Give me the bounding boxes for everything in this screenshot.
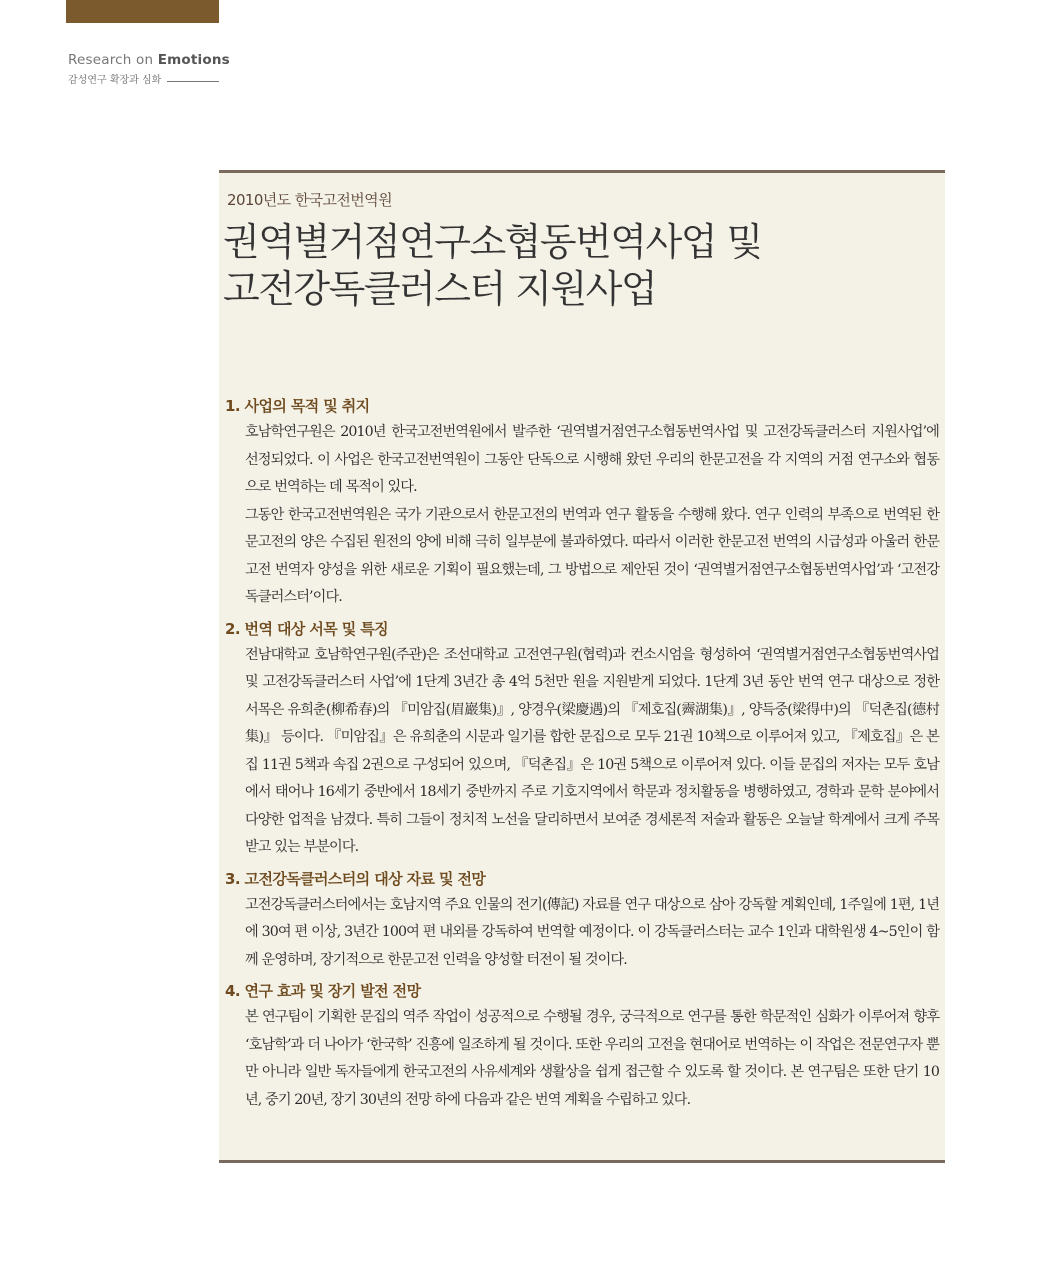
article-title [223,219,762,313]
running-head [68,52,230,86]
running-head-subtitle-row [68,71,219,86]
section-translation-targets [225,618,939,862]
running-head-emphasis: Emotions [157,52,230,68]
article-panel [219,170,945,1163]
article-body [225,395,939,1120]
article-title-line2: 고전강독클러스터 지원사업 [223,267,657,311]
running-head-subtitle: 감성연구 확장과 심화 [68,75,162,86]
article-title-line1: 권역별거점연구소협동번역사업 및 [223,220,762,264]
section-heading: 2. 번역 대상 서목 및 특징 [225,619,389,638]
paragraph: 호남학연구원은 2010년 한국고전번역원에서 발주한 ‘권역별거점연구소협동번역사업 및 고전강독클러스터 지원사업’에 선정되었다. 이 사업은 한국고전번역원이 그동안 단독으로 시행해 왔던 우리의 한문고전을 각 지역의 거점 연구소와 협동으로 번역하는 데 목적이 있다. [245,424,939,495]
section-reading-cluster [225,868,939,975]
running-head-prefix: Research on [68,52,158,68]
paragraph: 그동안 한국고전번역원은 국가 기관으로서 한문고전의 번역과 연구 활동을 수행해 왔다. 연구 인력의 부족으로 번역된 한문고전의 양은 수집된 원전의 양에 비해 극히 일부분에 불과하였다. 따라서 이러한 한문고전 번역의 시급성과 아울러 한문고전 번역자 양성을 위한 새로운 기획이 필요했는데, 그 방법으로 제안된 것이 ‘권역별거점연구소협동번역사업’과 ‘고전강독클러스터’이다. [245,506,939,605]
section-outlook [225,980,939,1114]
section-heading: 3. 고전강독클러스터의 대상 자료 및 전망 [225,869,486,888]
paragraph: 본 연구팀이 기획한 문집의 역주 작업이 성공적으로 수행될 경우, 궁극적으로 연구를 통한 학문적인 심화가 이루어져 향후 ‘호남학’과 더 나아가 ‘한국학’ 진흥에 일조하게 될 것이다. 또한 우리의 고전을 현대어로 번역하는 이 작업은 전문연구자 뿐만 아니라 일반 독자들에게 한국고전의 사유세계와 생활상을 쉽게 접근할 수 있도록 할 것이다. 본 연구팀은 또한 단기 10년, 중기 20년, 장기 30년의 전망 하에 다음과 같은 번역 계획을 수립하고 있다. [245,1009,939,1108]
top-accent-bar [66,0,219,23]
section-purpose [225,395,939,612]
paragraph: 전남대학교 호남학연구원(주관)은 조선대학교 고전연구원(협력)과 컨소시엄을 형성하여 ‘권역별거점연구소협동번역사업 및 고전강독클러스터 사업’에 1단계 3년간 총 4억 5천만 원을 지원받게 되었다. 1단계 3년 동안 번역 연구 대상으로 정한 서목은 유희춘(柳希春)의 『미암집(眉巖集)』, 양경우(梁慶遇)의 『제호집(霽湖集)』, 양득중(梁得中)의 『덕촌집(德村集)』 등이다. 『미암집』은 유희춘의 시문과 일기를 합한 문집으로 모두 21권 10책으로 이루어져 있고, 『제호집』은 본집 11권 5책과 속집 2권으로 구성되어 있으며, 『덕촌집』은 10권 5책으로 이루어져 있다. 이들 문집의 저자는 모두 호남에서 태어나 16세기 중반에서 18세기 중반까지 주로 기호지역에서 학문과 정치활동을 병행하였고, 경학과 문학 분야에서 다양한 업적을 남겼다. 특히 그들이 정치적 노선을 달리하면서 보여준 경세론적 저술과 활동은 오늘날 학계에서 크게 주목받고 있는 부분이다. [245,646,939,855]
paragraph: 고전강독클러스터에서는 호남지역 주요 인물의 전기(傳記) 자료를 연구 대상으로 삼아 강독할 계획인데, 1주일에 1편, 1년에 30여 편 이상, 3년간 100여 편 내외를 강독하여 번역할 예정이다. 이 강독클러스터는 교수 1인과 대학원생 4~5인이 함께 운영하며, 장기적으로 한문고전 인력을 양성할 터전이 될 것이다. [245,896,939,968]
section-heading: 4. 연구 효과 및 장기 발전 전망 [225,982,421,1000]
running-head-title [68,52,230,68]
section-heading: 1. 사업의 목적 및 취지 [225,397,370,415]
running-head-rule [167,81,219,82]
article-kicker: 2010년도 한국고전번역원 [227,191,392,209]
